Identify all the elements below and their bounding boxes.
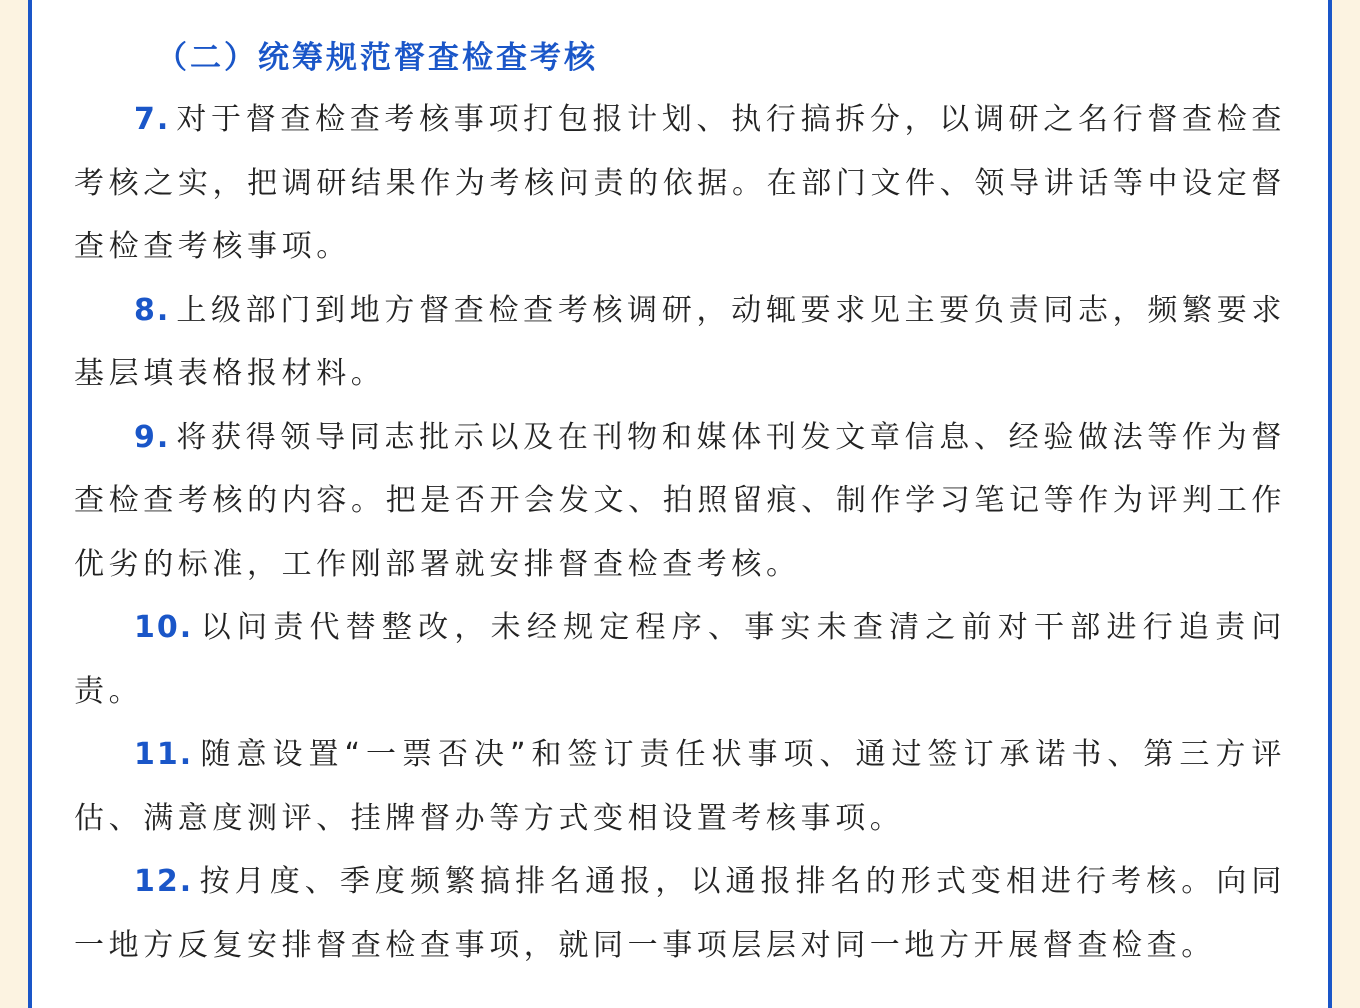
item-number: 9. (134, 419, 171, 455)
item-10 (74, 596, 1286, 723)
section-title: （二）统筹规范督查检查考核 (156, 40, 598, 76)
document-body (74, 28, 1286, 977)
item-8 (74, 279, 1286, 406)
item-text: 以问责代替整改，未经规定程序、事实未查清之前对干部进行追责问责。 (74, 610, 1286, 709)
left-border-rule (28, 0, 32, 1008)
item-text: 将获得领导同志批示以及在刊物和媒体刊发文章信息、经验做法等作为督查检查考核的内容。把是否开会发文、拍照留痕、制作学习笔记等作为评判工作优劣的标准，工作刚部署就安排督查检查考核。 (74, 419, 1286, 582)
item-11 (74, 723, 1286, 850)
item-number: 12. (134, 864, 194, 899)
item-text: 按月度、季度频繁搞排名通报，以通报排名的形式变相进行考核。向同一地方反复安排督查检查事项，就同一事项层层对同一地方开展督查检查。 (74, 864, 1286, 963)
item-number: 11. (134, 737, 194, 772)
right-border-rule (1328, 0, 1332, 1008)
right-border-band (1332, 0, 1360, 1008)
item-9 (74, 406, 1286, 597)
item-number: 7. (134, 102, 171, 137)
item-12 (74, 850, 1286, 977)
left-border-band (0, 0, 28, 1008)
item-text: 上级部门到地方督查检查考核调研，动辄要求见主要负责同志，频繁要求基层填表格报材料。 (74, 292, 1286, 391)
item-text: 对于督查检查考核事项打包报计划、执行搞拆分，以调研之名行督查检查考核之实，把调研结果作为考核问责的依据。在部门文件、领导讲话等中设定督查检查考核事项。 (74, 102, 1286, 264)
item-text: 随意设置“一票否决”和签订责任状事项、通过签订承诺书、第三方评估、满意度测评、挂牌督办等方式变相设置考核事项。 (74, 737, 1286, 836)
item-number: 8. (134, 292, 171, 328)
item-7 (74, 88, 1286, 279)
item-number: 10. (134, 610, 194, 645)
